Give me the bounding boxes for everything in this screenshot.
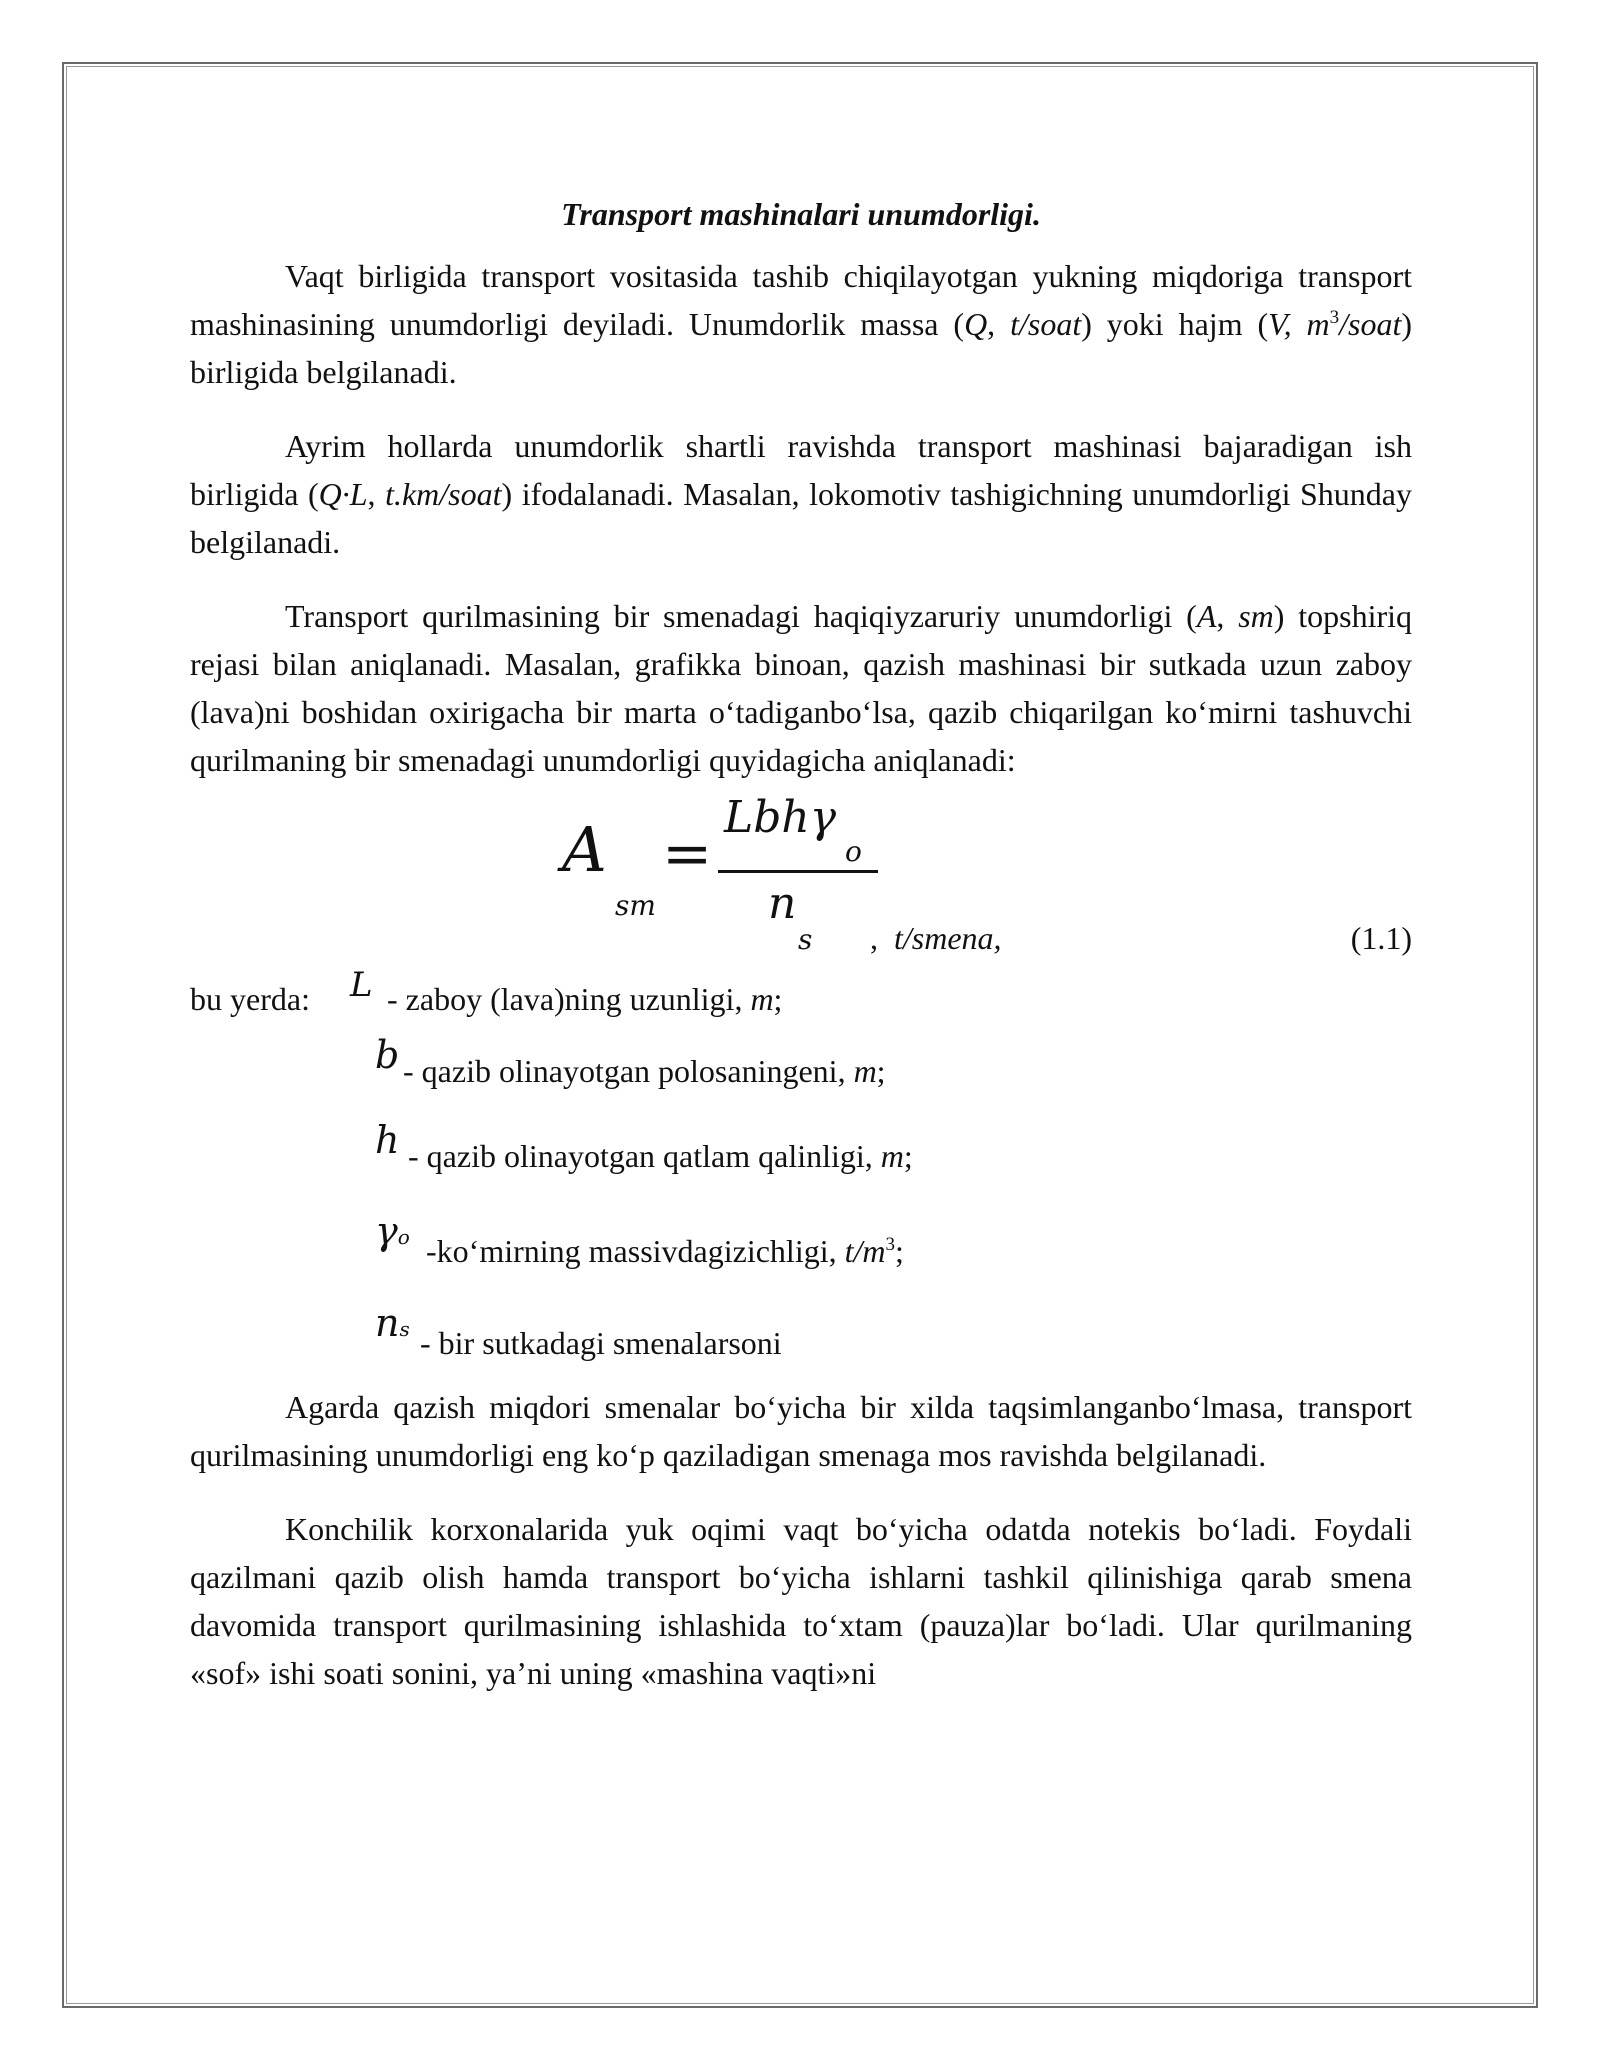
formula-lhs: A xyxy=(562,813,607,886)
symbol-n-s xyxy=(375,1299,410,1353)
symbol-v: V, m xyxy=(1268,306,1330,342)
text: , xyxy=(870,920,894,956)
variable-row-h xyxy=(190,1108,1412,1193)
unit: m xyxy=(880,1138,904,1174)
text: , xyxy=(1216,598,1239,634)
text: , xyxy=(367,476,386,512)
symbol: h xyxy=(375,1118,400,1162)
superscript: 3 xyxy=(1329,307,1340,328)
symbol-q: Q xyxy=(964,306,988,342)
symbol-l: L xyxy=(350,965,373,1005)
formula-equals: = xyxy=(662,819,713,889)
equation-number: (1.1) xyxy=(1350,920,1412,956)
text: ) yoki hajm ( xyxy=(1081,306,1269,342)
symbol-gamma xyxy=(375,1207,410,1261)
where-description xyxy=(387,975,782,1023)
paragraph-definition xyxy=(190,252,1412,396)
variable-description xyxy=(426,1227,904,1275)
formula-unit xyxy=(870,914,1002,962)
subscript: s xyxy=(399,1317,410,1341)
formula-1-1 xyxy=(190,786,1412,961)
unit-t-soat: t/soat xyxy=(1010,306,1082,342)
fraction-bar xyxy=(718,870,878,873)
variable-description xyxy=(420,1319,782,1367)
text: Transport qurilmasining bir smenadagi haqiqiyzaruriy unumdorligi ( xyxy=(285,598,1197,634)
formula-denominator: n xyxy=(768,878,797,929)
variable-row-b xyxy=(190,1023,1412,1108)
text: -ko‘mirning massivdagizichligi, xyxy=(426,1233,845,1269)
text: ; xyxy=(773,981,783,1017)
text: Ayrim hollarda unumdorlik shartli ravishda transport mashinasi bajaradigan ish birligida ( xyxy=(190,428,1412,512)
formula-numerator-subscript: o xyxy=(845,835,862,868)
symbol-h xyxy=(375,1116,399,1170)
text: - qazib olinayotgan polosaningeni, xyxy=(403,1053,854,1089)
symbol-a: A xyxy=(1196,598,1217,634)
text: , xyxy=(987,306,1011,342)
unit-tkm-soat: t.km/soat xyxy=(385,476,502,512)
symbol-b xyxy=(375,1031,399,1085)
formula-lhs-subscript: sm xyxy=(615,889,656,922)
variable-row-ns xyxy=(190,1285,1412,1377)
document-body xyxy=(190,190,1412,1723)
superscript: 3 xyxy=(885,1234,895,1255)
paragraph-shift-productivity xyxy=(190,592,1412,784)
where-row xyxy=(190,961,1412,1023)
symbol-ql: Q·L xyxy=(318,476,368,512)
variable-row-gamma xyxy=(190,1193,1412,1285)
variable-description xyxy=(403,1047,886,1095)
text: ; xyxy=(903,1138,913,1174)
document-title: Transport mashinalari unumdorligi. xyxy=(561,196,1041,232)
text: ) ifodalanadi. Masalan, lokomotiv tashigichning unumdorligi Shunday belgilanadi. xyxy=(190,476,1412,560)
formula-denominator-subscript: s xyxy=(798,923,813,956)
paragraph-cargo-flow: Konchilik korxonalarida yuk oqimi vaqt bo‘yicha odatda notekis bo‘ladi. Foydali qazilmani qazib olish hamda transport bo‘yicha ishlarni tashkil qilinishiga qarab smena davomida transport qurilmasining ishlashida to‘xtam (pauza)lar bo‘ladi. Ular qurilmaning «sof» ishi soati sonini, ya’ni uning «mashina vaqti»ni xyxy=(190,1511,1412,1691)
text: ) topshiriq rejasi bilan aniqlanadi. Masalan, grafikka binoan, qazish mashinasi bir sutkada uzun zaboy (lava)ni boshidan oxirigacha bir marta o‘tadiganbo‘lsa, qazib chiqarilgan ko‘mirni tashuvchi qurilmaning bir smenadagi unumdorligi quyidagicha aniqlanadi: xyxy=(190,598,1413,778)
symbol: γ xyxy=(375,1209,398,1253)
paragraph-uneven-shifts: Agarda qazish miqdori smenalar bo‘yicha bir xilda taqsimlanganbo‘lmasa, transport qurilmasining unumdorligi eng ko‘p qaziladigan smenaga mos ravishda belgilanadi. xyxy=(190,1389,1412,1473)
text: - qazib olinayotgan qatlam qalinligi, xyxy=(408,1138,881,1174)
where-label: bu yerda: xyxy=(190,981,310,1017)
unit-soat: /soat xyxy=(1339,306,1402,342)
paragraph-work-unit xyxy=(190,422,1412,566)
unit: m xyxy=(853,1053,877,1089)
formula-numerator: Lbhγ xyxy=(724,792,837,843)
unit-m: m xyxy=(750,981,774,1017)
symbol-sm: sm xyxy=(1238,598,1274,634)
text: - bir sutkadagi smenalarsoni xyxy=(420,1325,782,1361)
text: ; xyxy=(876,1053,886,1089)
symbol: n xyxy=(375,1301,400,1345)
text: ) birligida belgilanadi. xyxy=(190,306,1413,390)
unit-t-smena: t/smena, xyxy=(894,920,1002,956)
text: Vaqt birligida transport vositasida tashib chiqilayotgan yukning miqdoriga transport mashinasining unumdorligi deyiladi. Unumdorlik massa ( xyxy=(190,258,1412,342)
variable-description xyxy=(408,1132,913,1180)
unit: t/m xyxy=(844,1233,886,1269)
symbol: b xyxy=(375,1033,400,1077)
subscript: o xyxy=(397,1225,410,1249)
text: ; xyxy=(894,1233,904,1269)
text: - zaboy (lava)ning uzunligi, xyxy=(387,981,751,1017)
